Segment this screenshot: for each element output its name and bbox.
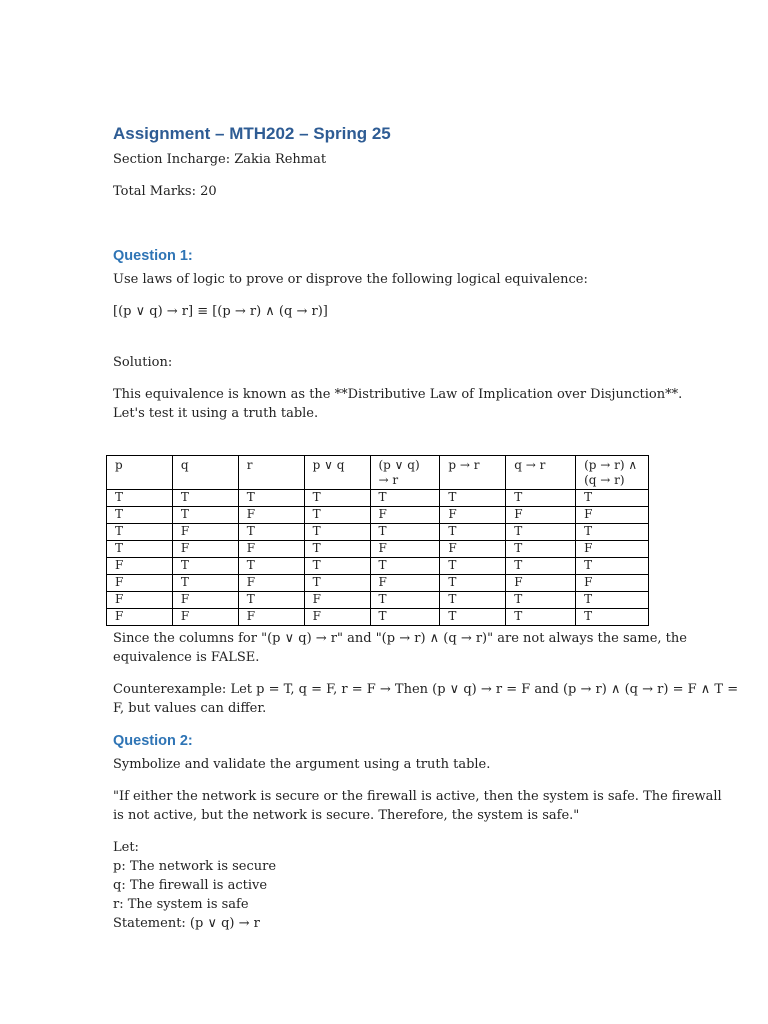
table-header-cell: (p ∨ q) → r [370, 456, 440, 490]
definition-p: p: The network is secure [113, 859, 277, 874]
table-cell: T [506, 541, 576, 558]
question1-prompt: Use laws of logic to prove or disprove the following logical equivalence: [113, 272, 588, 287]
table-cell: T [576, 558, 649, 575]
table-row [107, 524, 649, 541]
table-cell: T [172, 575, 238, 592]
table-cell: T [238, 558, 304, 575]
solution-label: Solution: [113, 355, 173, 370]
table-cell: T [238, 592, 304, 609]
table-cell: F [370, 541, 440, 558]
table-cell: T [370, 524, 440, 541]
table-header-cell: q → r [506, 456, 576, 490]
definition-r: r: The system is safe [113, 897, 249, 912]
table-cell: T [107, 524, 173, 541]
question2-quote-line1: "If either the network is secure or the firewall is active, then the system is safe. The firewall [113, 789, 722, 804]
table-cell: F [172, 609, 238, 626]
counterexample-line2: F, but values can differ. [113, 701, 267, 716]
table-cell: T [440, 609, 506, 626]
section-incharge: Section Incharge: Zakia Rehmat [113, 152, 327, 167]
table-cell: F [576, 541, 649, 558]
table-cell: T [370, 609, 440, 626]
table-cell: F [304, 592, 370, 609]
table-header-cell: p ∨ q [304, 456, 370, 490]
table-cell: T [576, 490, 649, 507]
table-header-cell: r [238, 456, 304, 490]
page-title: Assignment – MTH202 – Spring 25 [113, 124, 391, 143]
table-cell: F [172, 592, 238, 609]
table-cell: T [304, 558, 370, 575]
counterexample-line1: Counterexample: Let p = T, q = F, r = F → Then (p ∨ q) → r = F and (p → r) ∧ (q → r) = F ∧ T = [113, 682, 739, 697]
table-cell: F [107, 592, 173, 609]
table-cell: F [576, 507, 649, 524]
let-label: Let: [113, 840, 139, 855]
table-header-cell: q [172, 456, 238, 490]
table-cell: T [107, 541, 173, 558]
table-row [107, 507, 649, 524]
table-row [107, 558, 649, 575]
table-cell: T [440, 592, 506, 609]
question2-prompt: Symbolize and validate the argument using a truth table. [113, 757, 491, 772]
definition-q: q: The firewall is active [113, 878, 268, 893]
table-cell: T [506, 524, 576, 541]
table-header-row [107, 456, 649, 490]
table-cell: T [576, 592, 649, 609]
table-row [107, 575, 649, 592]
table-cell: T [238, 524, 304, 541]
table-cell: T [238, 490, 304, 507]
table-cell: F [238, 541, 304, 558]
table-cell: F [370, 507, 440, 524]
table-cell: T [107, 507, 173, 524]
table-cell: T [506, 490, 576, 507]
table-cell: T [576, 524, 649, 541]
table-cell: T [370, 558, 440, 575]
table-cell: F [440, 507, 506, 524]
table-row [107, 592, 649, 609]
table-cell: T [107, 490, 173, 507]
question1-expression: [(p ∨ q) → r] ≡ [(p → r) ∧ (q → r)] [113, 304, 328, 319]
table-cell: F [238, 507, 304, 524]
question2-quote-line2: is not active, but the network is secure. Therefore, the system is safe." [113, 808, 580, 823]
table-cell: T [506, 592, 576, 609]
table-header-cell: p [107, 456, 173, 490]
table-cell: T [304, 524, 370, 541]
conclusion-line2: equivalence is FALSE. [113, 650, 260, 665]
table-cell: T [304, 575, 370, 592]
table-row [107, 541, 649, 558]
table-cell: T [576, 609, 649, 626]
total-marks: Total Marks: 20 [113, 184, 217, 199]
table-cell: T [304, 541, 370, 558]
table-cell: F [238, 609, 304, 626]
table-cell: T [370, 592, 440, 609]
table-cell: T [506, 609, 576, 626]
question1-heading: Question 1: [113, 248, 193, 264]
table-cell: F [304, 609, 370, 626]
table-row [107, 490, 649, 507]
table-cell: F [107, 558, 173, 575]
table-cell: T [440, 490, 506, 507]
table-cell: F [506, 575, 576, 592]
table-cell: T [304, 507, 370, 524]
table-cell: T [506, 558, 576, 575]
table-row [107, 609, 649, 626]
table-cell: F [370, 575, 440, 592]
table-cell: F [506, 507, 576, 524]
table-cell: T [440, 575, 506, 592]
table-header-cell: p → r [440, 456, 506, 490]
table-header-cell: (p → r) ∧ (q → r) [576, 456, 649, 490]
table-cell: T [440, 524, 506, 541]
table-cell: T [172, 558, 238, 575]
table-cell: T [172, 507, 238, 524]
table-cell: T [370, 490, 440, 507]
table-cell: F [172, 541, 238, 558]
table-cell: F [576, 575, 649, 592]
truth-table [106, 455, 649, 626]
statement: Statement: (p ∨ q) → r [113, 916, 260, 931]
question2-heading: Question 2: [113, 733, 193, 749]
solution-intro-line2: Let's test it using a truth table. [113, 406, 319, 421]
table-cell: T [440, 558, 506, 575]
table-cell: F [238, 575, 304, 592]
solution-intro-line1: This equivalence is known as the **Distributive Law of Implication over Disjunction**. [113, 387, 683, 402]
conclusion-line1: Since the columns for "(p ∨ q) → r" and "(p → r) ∧ (q → r)" are not always the same, the [113, 631, 687, 646]
table-cell: F [107, 609, 173, 626]
table-cell: F [172, 524, 238, 541]
table-cell: T [172, 490, 238, 507]
table-cell: T [304, 490, 370, 507]
table-cell: F [107, 575, 173, 592]
table-cell: F [440, 541, 506, 558]
